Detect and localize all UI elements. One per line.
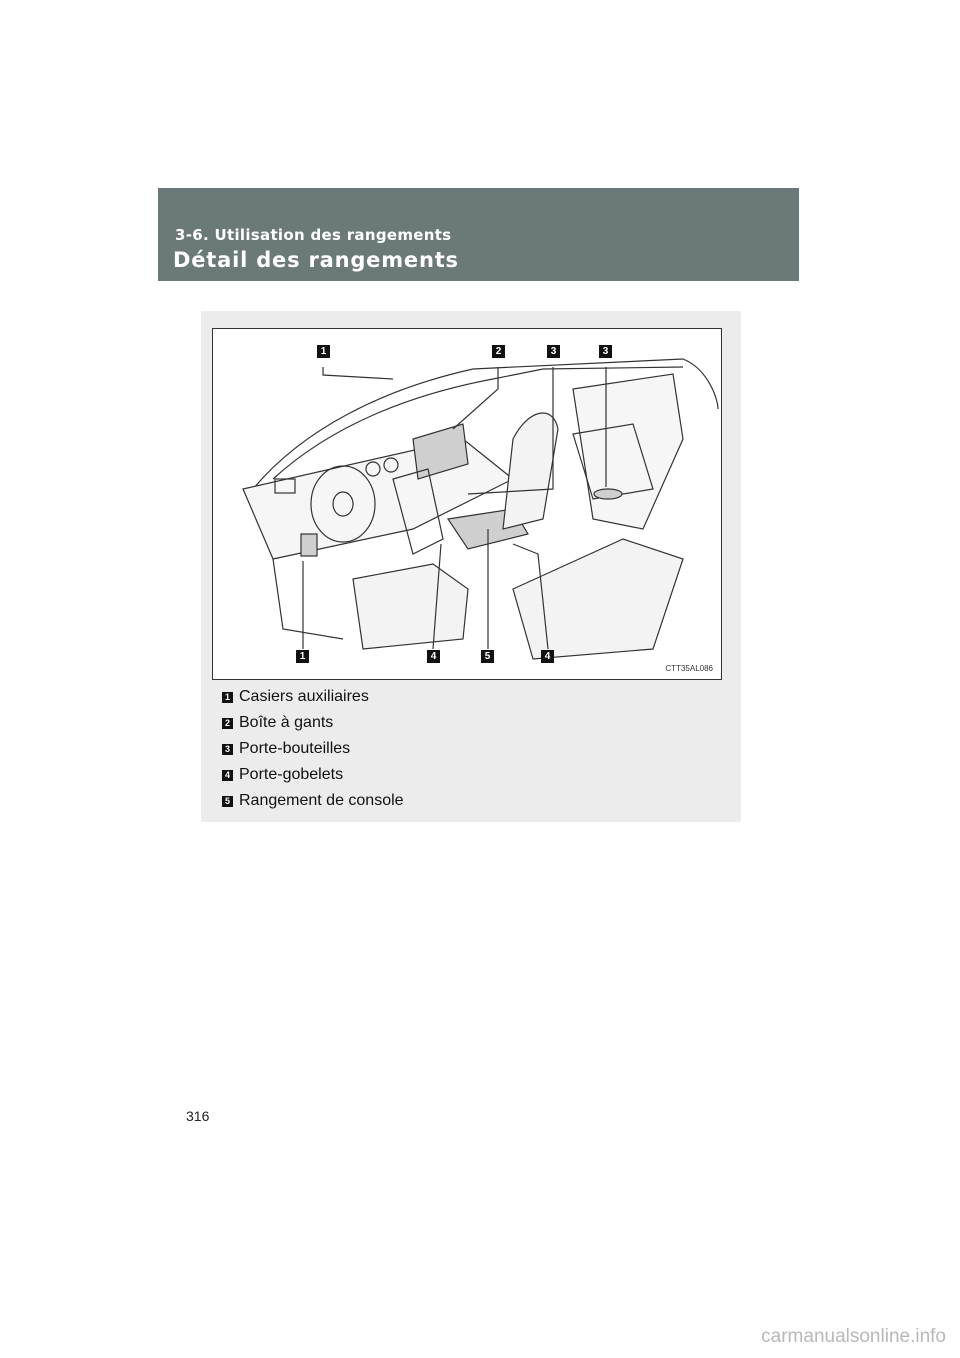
legend-number: 2 [222, 718, 233, 729]
legend-number: 3 [222, 744, 233, 755]
illustration-panel [201, 311, 741, 822]
legend-list [222, 684, 404, 814]
legend-item [222, 736, 404, 762]
legend-number: 5 [222, 796, 233, 807]
callout-bottom-5: 5 [481, 650, 494, 663]
legend-label: Porte-bouteilles [239, 740, 351, 757]
legend-label: Casiers auxiliaires [239, 688, 369, 705]
legend-label: Boîte à gants [239, 714, 334, 731]
legend-item [222, 710, 404, 736]
callout-bottom-4a: 4 [427, 650, 440, 663]
figure-code: CTT35AL086 [665, 664, 713, 673]
legend-item [222, 788, 404, 814]
car-interior-illustration [212, 328, 722, 680]
legend-label: Rangement de console [239, 792, 404, 809]
page-title: Détail des rangements [173, 248, 459, 272]
callout-bottom-4b: 4 [541, 650, 554, 663]
callout-top-1: 1 [317, 345, 330, 358]
chapter-header [158, 188, 799, 281]
interior-line-drawing [213, 329, 721, 679]
callout-top-2: 2 [492, 345, 505, 358]
watermark-text: carmanualsonline.info [761, 1326, 946, 1347]
section-title: 3-6. Utilisation des rangements [175, 226, 452, 244]
callout-bottom-1: 1 [296, 650, 309, 663]
legend-item [222, 684, 404, 710]
legend-label: Porte-gobelets [239, 766, 344, 783]
page-number: 316 [186, 1108, 210, 1124]
callout-top-3b: 3 [599, 345, 612, 358]
legend-number: 4 [222, 770, 233, 781]
legend-item [222, 762, 404, 788]
callout-top-3a: 3 [547, 345, 560, 358]
legend-number: 1 [222, 692, 233, 703]
